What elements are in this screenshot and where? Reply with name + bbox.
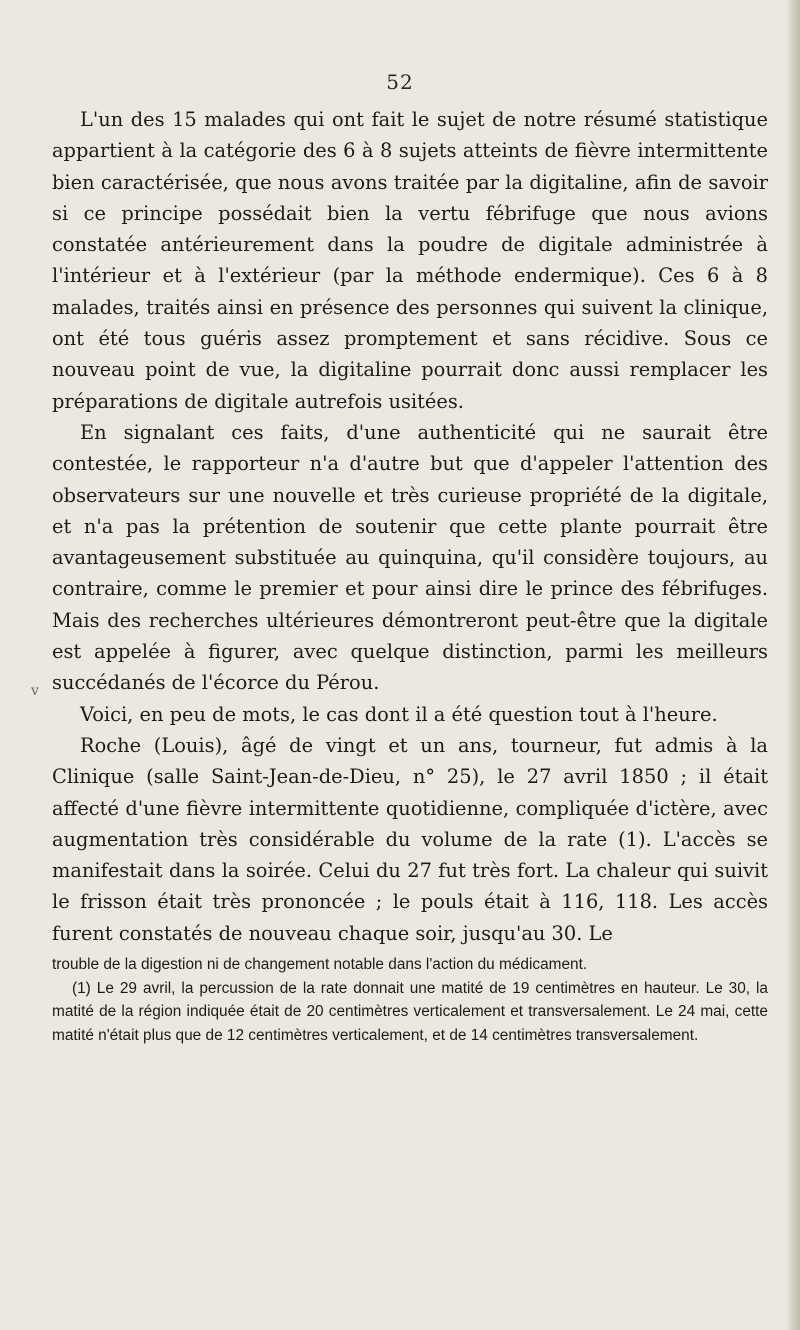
continuation-text: trouble de la digestion ni de changement notable dans l'action du médicament. [52,956,588,974]
body-text [52,104,768,949]
footnotes [52,953,768,1047]
margin-mark: v [31,683,39,699]
paragraph: L'un des 15 malades qui ont fait le sujet de notre résumé statistique appartient à la catégorie des 6 à 8 sujets atteints de fièvre intermittente bien caractérisée, que nous avons traitée par la digitaline, afin de savoir si ce principe possédait bien la vertu fébrifuge que nous avions constatée antérieurement dans la poudre de digitale administrée à l'intérieur et à l'extérieur (par la méthode endermique). Ces 6 à 8 malades, traités ainsi en présence des personnes qui suivent la clinique, ont été tous guéris assez promptement et sans récidive. Sous ce nouveau point de vue, la digitaline pourrait donc aussi remplacer les préparations de digitale autrefois usitées. [52,108,768,413]
paragraph: En signalant ces faits, d'une authenticité qui ne saurait être contestée, le rapporteur n'a d'autre but que d'appeler l'attention des observateurs sur une nouvelle et très curieuse propriété de la digitale, et n'a pas la prétention de soutenir que cette plante pourrait être avantageusement substituée au quinquina, qu'il considère toujours, au contraire, comme le premier et pour ainsi dire le prince des fébrifuges. Mais des recherches ultérieures démontreront peut-être que la digitale est appelée à figurer, avec quelque distinction, parmi les meilleurs succédanés de l'écorce du Pérou. [52,420,768,695]
page-number: 52 [386,70,414,94]
page-edge-shadow [786,0,800,1330]
text-block [52,104,768,1047]
paragraph: Voici, en peu de mots, le cas dont il a été question tout à l'heure. [80,702,718,726]
footnote: (1) Le 29 avril, la percussion de la rate donnait une matité de 19 centimètres en hauteur. Le 30, la matité de la région indiquée était de 20 centimètres verticalement et transversalement. Le 24 mai, cette matité n'était plus que de 12 centimètres verticalement, et de 14 centimètres transversalement. [52,979,768,1044]
paragraph: Roche (Louis), âgé de vingt et un ans, tourneur, fut admis à la Clinique (salle Saint-Jean-de-Dieu, n° 25), le 27 avril 1850 ; il était affecté d'une fièvre intermittente quotidienne, compliquée d'ictère, avec augmentation très considérable du volume de la rate (1). L'accès se manifestait dans la soirée. Celui du 27 fut très fort. La chaleur qui suivit le frisson était très prononcée ; le pouls était à 116, 118. Les accès furent constatés de nouveau chaque soir, jusqu'au 30. Le [52,733,768,945]
